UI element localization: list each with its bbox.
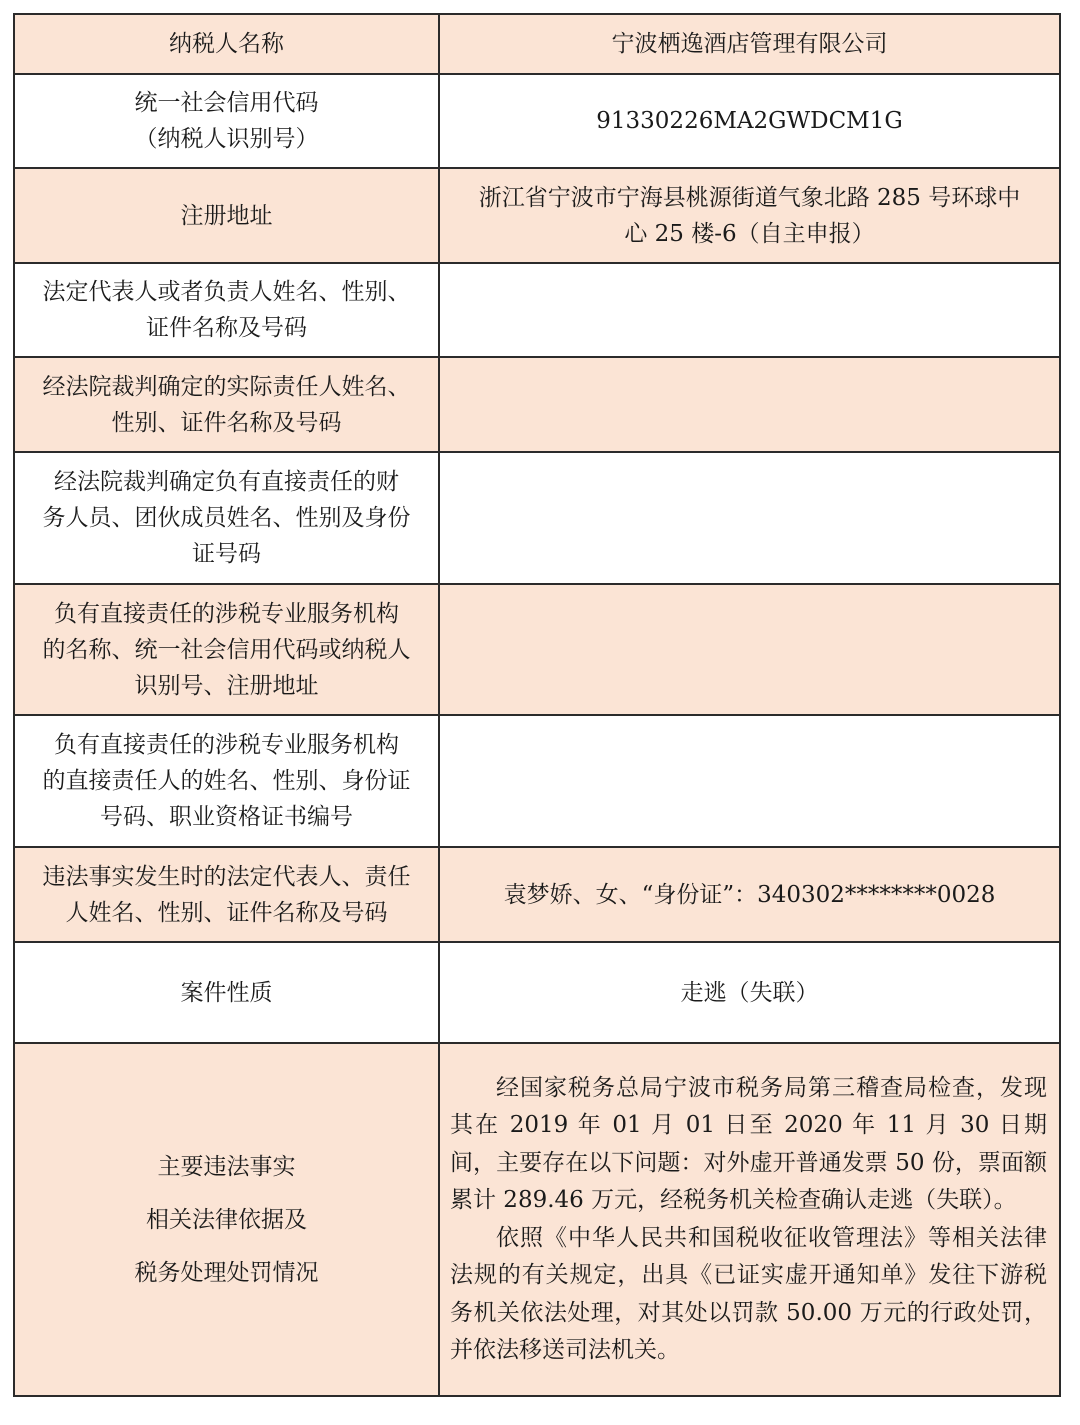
label-line: 务人员、团伙成员姓名、性别及身份 bbox=[42, 505, 411, 531]
label-line: 统一社会信用代码 bbox=[134, 90, 319, 116]
label-line: 违法事实发生时的法定代表人、责任 bbox=[42, 863, 411, 890]
value-service-agency bbox=[439, 584, 1060, 715]
label-legal-representative bbox=[14, 263, 439, 357]
label-line: 号码、职业资格证书编号 bbox=[100, 804, 353, 830]
row-actual-responsible-person bbox=[14, 357, 1060, 452]
value-actual-responsible-person bbox=[439, 357, 1060, 452]
row-representative-at-violation bbox=[14, 847, 1060, 942]
value-case-nature bbox=[439, 942, 1060, 1043]
tax-info-table bbox=[13, 13, 1061, 1397]
value-credit-code bbox=[439, 74, 1060, 168]
row-main-facts bbox=[14, 1043, 1060, 1396]
label-agency-responsible-person bbox=[14, 715, 439, 847]
label-line: 人姓名、性别、证件名称及号码 bbox=[65, 899, 388, 926]
label-line: 纳税人名称 bbox=[169, 31, 284, 57]
row-agency-responsible-person bbox=[14, 715, 1060, 847]
row-registered-address bbox=[14, 168, 1060, 263]
label-line: 法定代表人或者负责人姓名、性别、 bbox=[42, 279, 411, 305]
label-line: 相关法律依据及 bbox=[146, 1206, 307, 1233]
row-finance-staff bbox=[14, 452, 1060, 584]
row-case-nature bbox=[14, 942, 1060, 1043]
value-taxpayer-name bbox=[439, 14, 1060, 74]
row-credit-code bbox=[14, 74, 1060, 168]
label-line: 证号码 bbox=[192, 541, 261, 567]
row-taxpayer-name bbox=[14, 14, 1060, 74]
label-line: （纳税人识别号） bbox=[134, 126, 319, 152]
label-registered-address bbox=[14, 168, 439, 263]
value-agency-responsible-person bbox=[439, 715, 1060, 847]
label-line: 税务处理处罚情况 bbox=[134, 1259, 319, 1286]
value-line: 浙江省宁波市宁海县桃源街道气象北路 285 号环球中 bbox=[478, 184, 1021, 211]
facts-paragraph: 经国家税务总局宁波市税务局第三稽查局检查，发现其在 2019 年 01 月 01 日至 2020 年 11 月 30 日期间，主要存在以下问题：对外虚开普通发票 50 份，票面额累计 289.46 万元，经税务机关检查确认走逃（失联）。 bbox=[450, 1074, 1047, 1213]
label-line: 主要违法事实 bbox=[157, 1153, 296, 1180]
row-legal-representative bbox=[14, 263, 1060, 357]
label-main-facts bbox=[14, 1043, 439, 1396]
label-line: 负有直接责任的涉税专业服务机构 bbox=[54, 600, 399, 627]
label-line: 注册地址 bbox=[180, 202, 273, 229]
label-finance-staff bbox=[14, 452, 439, 584]
label-line: 经法院裁判确定的实际责任人姓名、 bbox=[42, 373, 411, 400]
label-line: 负有直接责任的涉税专业服务机构 bbox=[54, 732, 399, 758]
value-representative-at-violation bbox=[439, 847, 1060, 942]
value-line: 91330226MA2GWDCM1G bbox=[596, 108, 903, 134]
label-line: 案件性质 bbox=[180, 979, 273, 1006]
label-line: 的名称、统一社会信用代码或纳税人 bbox=[42, 636, 411, 663]
label-line: 性别、证件名称及号码 bbox=[111, 409, 342, 436]
value-line: 走逃（失联） bbox=[680, 979, 819, 1006]
label-case-nature bbox=[14, 942, 439, 1043]
value-line: 袁梦娇、女、“身份证”：340302********0028 bbox=[503, 881, 996, 908]
value-line: 宁波栖逸酒店管理有限公司 bbox=[611, 31, 888, 57]
value-line: 心 25 楼-6（自主申报） bbox=[624, 220, 875, 247]
value-main-facts bbox=[439, 1043, 1060, 1396]
label-taxpayer-name bbox=[14, 14, 439, 74]
label-line: 识别号、注册地址 bbox=[134, 672, 319, 699]
label-line: 的直接责任人的姓名、性别、身份证 bbox=[42, 768, 411, 794]
label-service-agency bbox=[14, 584, 439, 715]
label-line: 证件名称及号码 bbox=[146, 315, 307, 341]
label-line: 经法院裁判确定负有直接责任的财 bbox=[54, 469, 399, 495]
label-credit-code bbox=[14, 74, 439, 168]
label-actual-responsible-person bbox=[14, 357, 439, 452]
value-registered-address bbox=[439, 168, 1060, 263]
value-finance-staff bbox=[439, 452, 1060, 584]
label-representative-at-violation bbox=[14, 847, 439, 942]
value-legal-representative bbox=[439, 263, 1060, 357]
facts-paragraph: 依照《中华人民共和国税收征收管理法》等相关法律法规的有关规定，出具《已证实虚开通知单》发往下游税务机关依法处理，对其处以罚款 50.00 万元的行政处罚，并依法移送司法机关。 bbox=[450, 1224, 1047, 1363]
row-service-agency bbox=[14, 584, 1060, 715]
